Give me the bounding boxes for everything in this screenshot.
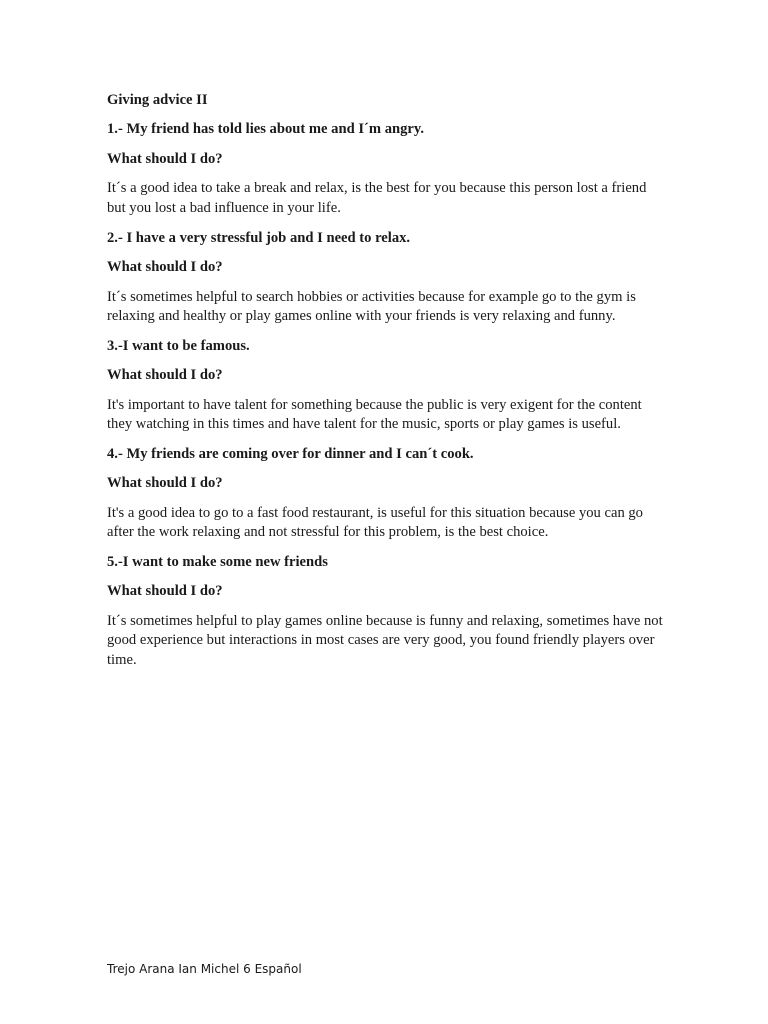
prompt-4: What should I do?: [107, 475, 223, 492]
question-2: 2.- I have a very stressful job and I need to relax.: [107, 229, 411, 246]
answer-3: It's important to have talent for something because the public is very exigent for the content they watching in this times and have talent for the music, sports or play games is useful.: [107, 396, 642, 433]
answer-4: It's a good idea to go to a fast food restaurant, is useful for this situation because you can go after the work relaxing and not stressful for this problem, is the best choice.: [107, 504, 643, 541]
prompt-1: What should I do?: [107, 150, 223, 167]
prompt-2: What should I do?: [107, 259, 223, 276]
answer-5: It´s sometimes helpful to play games online because is funny and relaxing, sometimes have not good experience but interactions in most cases are very good, you found friendly players over time.: [107, 612, 663, 668]
answer-1: It´s a good idea to take a break and relax, is the best for you because this person lost a friend but you lost a bad influence in your life.: [107, 180, 647, 217]
document-body: [107, 91, 667, 680]
question-4: 4.- My friends are coming over for dinner and I can´t cook.: [107, 445, 474, 462]
answer-2: It´s sometimes helpful to search hobbies or activities because for example go to the gym is relaxing and healthy or play games online with your friends is very relaxing and funny.: [107, 288, 636, 325]
question-5: 5.-I want to make some new friends: [107, 553, 328, 570]
prompt-3: What should I do?: [107, 367, 223, 384]
question-1: 1.- My friend has told lies about me and I´m angry.: [107, 121, 425, 138]
question-3: 3.-I want to be famous.: [107, 337, 250, 354]
document-title: Giving advice II: [107, 92, 208, 108]
prompt-5: What should I do?: [107, 583, 223, 600]
page-footer: Trejo Arana Ian Michel 6 Español: [107, 962, 302, 976]
